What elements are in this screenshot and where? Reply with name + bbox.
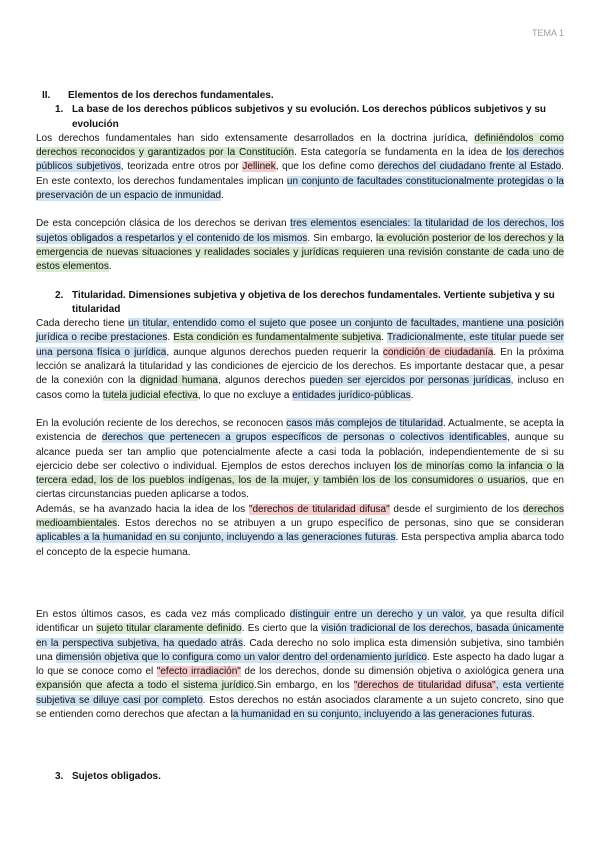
highlighted-text: Esta condición es fundamentalmente subjetiva [173,332,382,344]
text-run: .Sin embargo, en los [253,680,354,692]
heading-number: 1. [55,104,64,116]
highlighted-text: "derechos de titularidad difusa" [248,503,390,515]
text-run: , teorizada entre otros por [120,161,243,173]
highlighted-text: tutela judicial efectiva [102,389,198,401]
highlighted-text: derechos medioambientales [36,503,564,530]
spacer [36,736,564,770]
text-run: Los derechos fundamentales han sido extensamente desarrollados en la doctrina jurídica, [36,132,475,144]
heading-text: Elementos de los derechos fundamentales. [68,90,274,101]
text-run: , algunos derechos [217,375,310,387]
highlighted-text: los derechos públicos subjetivos [36,147,564,173]
text-run: Además, se ha avanzado hacia la idea de los [36,503,249,515]
paragraph [36,217,564,274]
highlighted-text: "efecto irradiación" [156,666,241,678]
text-run: , aunque algunos derechos pueden requerir la [166,346,383,358]
highlighted-text: expansión que afecta a todo el sistema jurídico [36,680,254,692]
paragraph [36,132,564,203]
document-body [36,89,564,785]
heading-text: La base de los derechos públicos subjetivos y su evolución. Los derechos públicos subjetivos y su evolución [72,104,547,130]
highlighted-text: casos más complejos de titularidad [286,417,443,429]
text-run: . Esta perspectiva amplia abarca todo el concepto de la especie humana. [36,532,564,558]
text-run: . [531,708,535,720]
paragraph [36,417,564,503]
highlighted-text: , esta vertiente subjetiva se diluye casi por completo [36,680,564,706]
heading-number: II. [42,90,51,101]
text-run: . En la próxima lección se analizará la titularidad y las condiciones de ejercicio de los derechos. Es importante destacar que, a pesar de la conexión con la [36,346,564,387]
text-run: de los derechos, donde su dimensión objetiva o axiológica genera una [240,666,564,678]
highlighted-text: visión tradicional de los derechos, basada únicamente en la perspectiva subjetiva, ha quedado atrás [36,623,564,649]
paragraph [36,503,564,560]
highlighted-text: un conjunto de facultades constitucionalmente protegidas o la preservación de un espacio de inmunidad [36,175,564,202]
highlighted-text: la evolución posterior de los derechos y la emergencia de nuevas situaciones y realidades sociales y jurídicas requieren una revisión constante de cada uno de estos elementos [36,232,564,273]
text-run: En la evolución reciente de los derechos, se reconocen [36,417,287,429]
text-run: . Actualmente, se acepta la existencia de [36,417,564,444]
text-run: . [167,332,174,344]
text-run: . Sin embargo, [307,232,376,244]
text-run: . Esta categoría se fundamenta en la idea de [294,147,507,159]
spacer [36,574,564,608]
heading-text: Titularidad. Dimensiones subjetiva y objetiva de los derechos fundamentales. Vertiente subjetiva y su titularidad [72,289,555,315]
highlighted-text: "derechos de titularidad difusa" [353,680,496,692]
text-run: , que los define como [275,161,378,173]
text-run: . [108,261,112,273]
text-run: . [410,389,414,401]
text-run: , aunque su alcance pueda ser tan amplio que potencialmente afecte a casi toda la población, independientemente de si su ejercicio debe ser colectivo o individual. Ejemplos de estos derechos incluyen [36,432,564,472]
highlighted-text: tres elementos esenciales: la titularidad de los derechos, los sujetos obligados a respetarlos y el contenido de los mismos [36,218,565,244]
text-run: Cada derecho tiene [36,318,129,330]
text-run: . Estos derechos no están asociados claramente a un sujeto concreto, sino que se entienden como derechos que afectan a [36,694,564,720]
text-run: . [381,332,388,344]
text-run: . Estos derechos no se atribuyen a un grupo específico de personas, sino que se consideran [117,518,564,530]
highlighted-text: Jellinek [242,161,276,173]
highlighted-text: la humanidad en su conjunto, incluyendo a las generaciones futuras [230,708,532,720]
highlighted-text: derechos que pertenecen a grupos específicos de personas o colectivos identificables [101,432,507,444]
text-run: En estos últimos casos, es cada vez más complicado [36,608,290,620]
text-run: desde el surgimiento de los [389,503,523,515]
section-heading [55,289,564,318]
text-run: De esta concepción clásica de los derechos se derivan [36,218,291,230]
highlighted-text: derechos del ciudadano frente al Estado [377,161,562,173]
highlighted-text: dignidad humana [139,375,218,387]
page-header [36,28,564,39]
highlighted-text: definiéndolos como derechos reconocidos y garantizados por la Constitución [36,132,564,159]
text-run: . En este contexto, los derechos fundamentales implican [36,161,564,187]
text-run: . Es cierto que la [241,623,322,635]
text-run: , incluso en casos como la [36,375,565,401]
section-heading [55,770,564,784]
text-run: . Cada derecho no solo implica esta dimensión subjetiva, sino también una [36,637,565,663]
highlighted-text: los de minorías como la infancia o la tercera edad, los de los pueblos indígenas, los de la mujer, y también los de los consumidores o usuarios [36,460,564,487]
section-heading [42,89,564,103]
paragraph [36,317,564,403]
text-run: , ya que resulta difícil identificar un [36,608,565,635]
text-run: , lo que no excluye a [197,389,293,401]
heading-number: 2. [55,289,64,301]
heading-text: Sujetos obligados. [72,771,161,783]
highlighted-text: dimensión objetiva que lo configura como un valor dentro del ordenamiento jurídico [55,651,427,663]
paragraph [36,608,564,722]
highlighted-text: pueden ser ejercidos por personas jurídicas [309,375,511,387]
header-label: TEMA 1 [531,28,564,38]
text-run: . [221,190,224,202]
text-run: , que en ciertas circunstancias pueden aplicarse a todos. [36,475,564,501]
section-heading [55,103,564,132]
text-run: . Este aspecto ha dado lugar a lo que se conoce como el [36,651,564,678]
highlighted-text: entidades jurídico-públicas [292,389,411,401]
highlighted-text: Tradicionalmente, este titular puede ser una persona física o jurídica [36,332,564,358]
highlighted-text: sujeto titular claramente definido [96,623,242,635]
highlighted-text: aplicables a la humanidad en su conjunto, incluyendo a las generaciones futuras [36,532,396,544]
highlighted-text: un titular, entendido como el sujeto que posee un conjunto de facultades, mantiene una posición jurídica o recibe prestaciones [36,318,564,344]
highlighted-text: distinguir entre un derecho y un valor [289,608,464,620]
heading-number: 3. [55,771,64,783]
highlighted-text: condición de ciudadanía [382,346,494,358]
